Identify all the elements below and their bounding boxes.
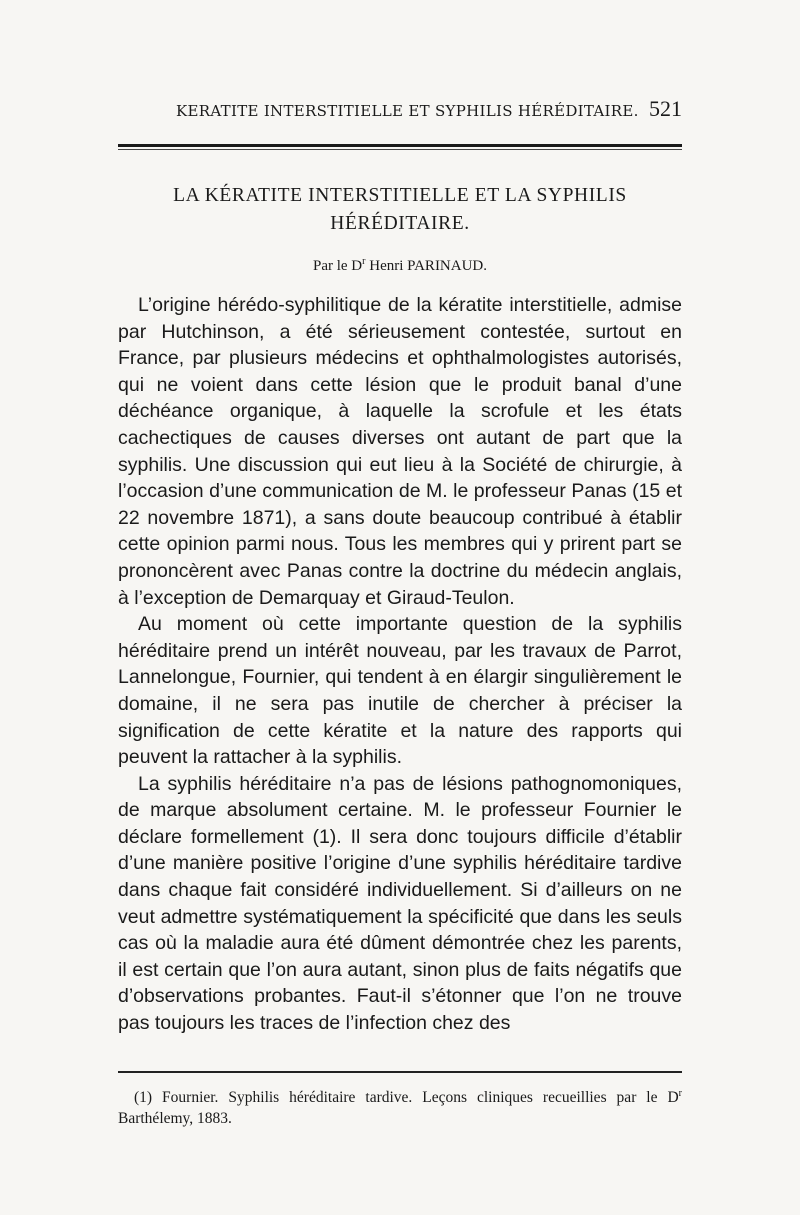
footnote-text: (1) Fournier. Syphilis héréditaire tardive. Leçons cliniques recueillies par le D: [134, 1089, 679, 1107]
article-body: [118, 292, 682, 1037]
paragraph: Au moment où cette importante question de la syphilis héréditaire prend un intérêt nouveau, par les travaux de Parrot, Lannelongue, Fournier, qui tendent à en élargir singulièrement le domaine, il ne sera pas inutile de chercher à préciser la signification de cette kératite et la nature des rapports qui peuvent la rattacher à la syphilis.: [118, 613, 682, 769]
paragraph: L’origine hérédo-syphilitique de la kératite interstitielle, admise par Hutchinson, a été sérieusement contestée, surtout en France, par plusieurs médecins et ophthalmologistes autorisés, qui ne voient dans cette lésion que le produit banal d’une déchéance organique, à laquelle la scrofule et les états cachectiques de causes diverses ont autant de part que la syphilis. Une discussion qui eut lieu à la Société de chirurgie, à l’occasion d’une communication de M. le professeur Panas (15 et 22 novembre 1871), a sans doute beaucoup contribué à établir cette opinion parmi nous. Tous les membres qui y prirent part se prononcèrent avec Panas contre la doctrine du médecin anglais, à l’exception de Demarquay et Giraud-Teulon.: [118, 294, 682, 609]
header-rule-thick: [118, 144, 682, 147]
running-title: KERATITE INTERSTITIELLE ET SYPHILIS HÉRÉDITAIRE.: [176, 102, 639, 120]
footnote-text-end: Barthélemy, 1883.: [118, 1110, 232, 1128]
article-title: LA KÉRATITE INTERSTITIELLE ET LA SYPHILIS HÉRÉDITAIRE.: [173, 185, 627, 234]
byline: [118, 256, 682, 275]
byline-name: Henri PARINAUD.: [365, 258, 488, 274]
byline-sup: r: [362, 256, 366, 267]
footnote-sup: r: [678, 1088, 682, 1099]
header-rule-thin: [118, 149, 682, 150]
footnote-rule: [118, 1071, 682, 1073]
paragraph: La syphilis héréditaire n’a pas de lésions pathognomoniques, de marque absolument certaine. M. le professeur Fournier le déclare formellement (1). Il sera donc toujours difficile d’établir d’une manière positive l’origine d’une syphilis héréditaire tardive dans chaque fait considéré individuellement. Si d’ailleurs on ne veut admettre systématiquement la spécificité que dans les seuls cas où la maladie aura été dûment démontrée chez les parents, il est certain que l’on aura autant, sinon plus de faits négatifs que d’observations probantes. Faut-il s’étonner que l’on ne trouve pas toujours les traces de l’infection chez des: [118, 772, 682, 1035]
page-number: 521: [649, 96, 682, 121]
byline-prefix: Par le D: [312, 258, 363, 274]
running-head: [176, 96, 686, 126]
footnote: [118, 1083, 682, 1129]
